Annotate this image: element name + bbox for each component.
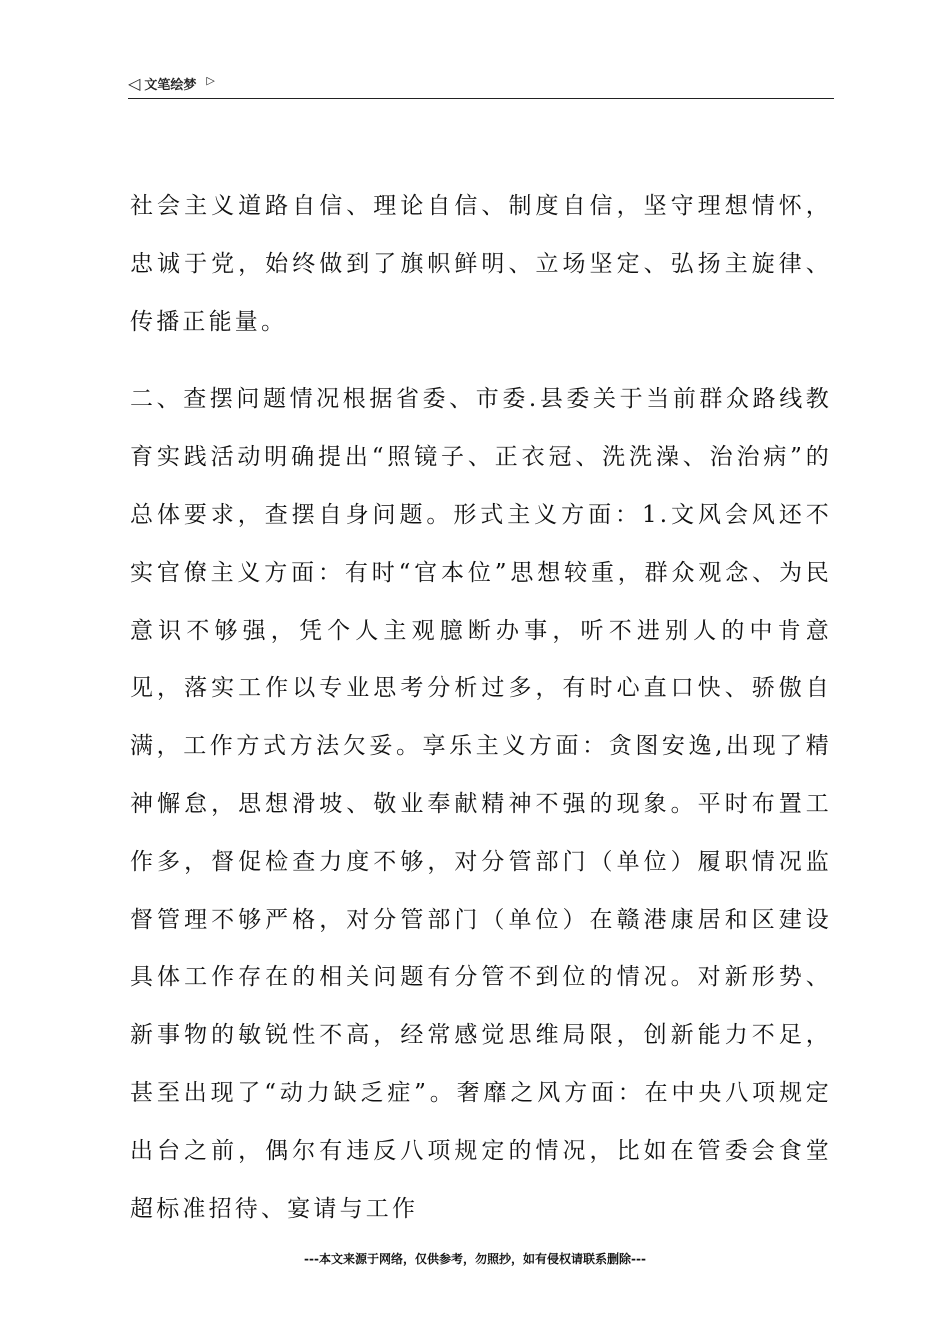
brand [128,74,215,93]
footer-disclaimer: ---本文来源于网络，仅供参考，勿照抄，如有侵权请联系删除--- [304,1252,646,1266]
triangle-left-icon: ◁ [128,73,141,93]
triangle-right-icon: ▷ [206,73,215,87]
paragraph-1: 社会主义道路自信、理论自信、制度自信，坚守理想情怀，忠诚于党，始终做到了旗帜鲜明、立场坚定、弘扬主旋律、传播正能量。 [130,193,832,335]
paragraph-2: 二、查摆问题情况根据省委、市委.县委关于当前群众路线教育实践活动明确提出“照镜子、正衣冠、洗洗澡、治治病”的总体要求，查摆自身问题。形式主义方面：1.文风会风还不实官僚主义方面：有时“官本位”思想较重，群众观念、为民意识不够强，凭个人主观臆断办事，听不进别人的中肯意见，落实工作以专业思考分析过多，有时心直口快、骄傲自满，工作方式方法欠妥。享乐主义方面：贪图安逸,出现了精神懈怠，思想滑坡、敬业奉献精神不强的现象。平时布置工作多，督促检查力度不够，对分管部门（单位）履职情况监督管理不够严格，对分管部门（单位）在赣港康居和区建设具体工作存在的相关问题有分管不到位的情况。对新形势、新事物的敏锐性不高，经常感觉思维局限，创新能力不足，甚至出现了“动力缺乏症”。奢靡之风方面：在中央八项规定出台之前，偶尔有违反八项规定的情况，比如在管委会食堂超标准招待、宴请与工作 [130,386,832,1222]
document-body [130,178,832,1238]
page-header [128,72,834,99]
brand-name: 文笔绘梦 [144,78,197,93]
